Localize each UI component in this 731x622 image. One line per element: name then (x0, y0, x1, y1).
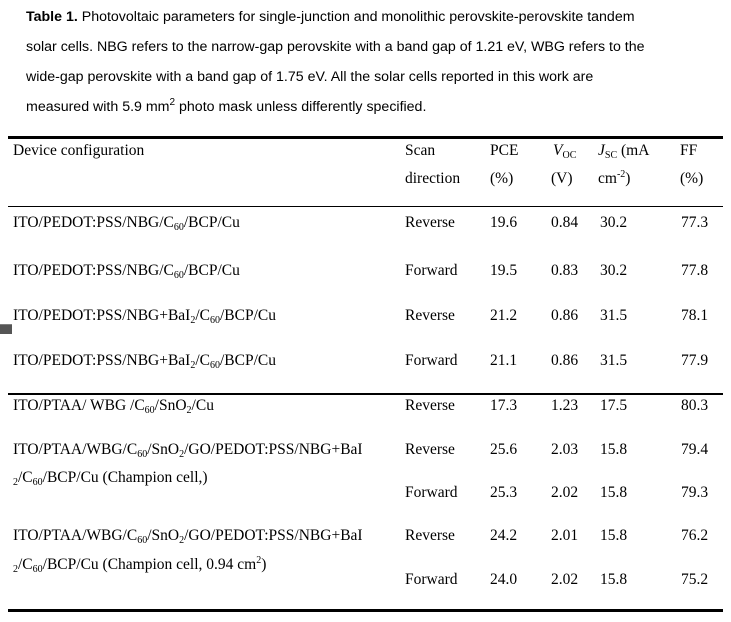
row-ff: 79.4 (681, 441, 709, 458)
row-pce: 24.2 (490, 527, 518, 544)
row-scan: Forward (405, 352, 458, 369)
row-voc: 0.83 (551, 262, 579, 279)
cell-text: /C (18, 556, 33, 573)
header-pce-unit: (%) (490, 170, 514, 187)
top-rule (8, 136, 723, 139)
cell-text: 60 (137, 449, 148, 460)
row-jsc: 15.8 (600, 571, 628, 588)
cell-text: 60 (210, 315, 220, 326)
cell-text: 60 (32, 477, 43, 488)
row-voc: 2.02 (551, 484, 579, 501)
header-voc-subscript: OC (562, 150, 577, 161)
section-rule (8, 393, 723, 395)
header-voc-unit: (V) (551, 170, 573, 187)
row-jsc: 31.5 (600, 352, 628, 369)
row-scan: Reverse (405, 214, 455, 231)
cell-text: /SnO (147, 527, 180, 544)
row-voc: 2.03 (551, 441, 579, 458)
row-device-line1 (13, 441, 363, 459)
cell-text: /Cu (191, 397, 214, 414)
row-jsc: 15.8 (600, 441, 628, 458)
cell-text: 2 (190, 315, 196, 326)
cell-text: 2 (256, 555, 262, 566)
row-ff: 77.8 (681, 262, 709, 279)
row-scan: Forward (405, 571, 458, 588)
cell-text: ITO/PEDOT:PSS/NBG/C (13, 262, 174, 279)
row-pce: 21.1 (490, 352, 518, 369)
header-voc-symbol: V (553, 142, 563, 159)
row-ff: 75.2 (681, 571, 709, 588)
row-pce: 25.3 (490, 484, 518, 501)
row-pce: 19.5 (490, 262, 518, 279)
row-jsc: 31.5 (600, 307, 628, 324)
row-device (13, 262, 240, 280)
cell-text: /BCP/Cu (Champion cell,) (42, 469, 208, 486)
caption-text: photo mask unless differently specified. (175, 99, 427, 115)
cell-text: 60 (144, 405, 155, 416)
row-pce: 17.3 (490, 397, 518, 414)
cell-text: /C (195, 307, 210, 324)
row-jsc: 30.2 (600, 214, 628, 231)
header-jsc-unit-text: cm (598, 170, 617, 187)
row-voc: 2.02 (551, 571, 579, 588)
row-voc: 0.86 (551, 352, 579, 369)
row-device-line2 (13, 556, 266, 574)
caption-text: measured with 5.9 mm (26, 99, 170, 115)
row-scan: Forward (405, 484, 458, 501)
cell-text: 60 (173, 270, 184, 281)
row-device (13, 214, 240, 232)
cell-text: ITO/PEDOT:PSS/NBG/C (13, 214, 174, 231)
caption-text: Photovoltaic parameters for single-junction and monolithic perovskite-perovskite tandem (81, 9, 635, 25)
cell-text: 60 (32, 564, 43, 575)
bottom-rule (8, 609, 723, 612)
cell-text: ITO/PTAA/WBG/C (13, 527, 138, 544)
cell-text: /SnO (154, 397, 187, 414)
header-device: Device configuration (13, 142, 145, 159)
cell-text: 2 (179, 449, 185, 460)
cell-text: /BCP/Cu (183, 262, 240, 279)
header-jsc-unit2 (598, 170, 630, 188)
row-jsc: 17.5 (600, 397, 628, 414)
row-device (13, 352, 276, 370)
cell-text: 60 (210, 360, 220, 371)
cell-text: 2 (13, 564, 18, 575)
header-pce: PCE (490, 142, 519, 159)
header-jsc-unit: (mA (617, 142, 650, 159)
cell-text: 2 (190, 360, 196, 371)
row-scan: Forward (405, 262, 458, 279)
cell-text: /C (18, 469, 33, 486)
cell-text: ITO/PTAA/WBG/C (13, 441, 138, 458)
cell-text: /SnO (147, 441, 180, 458)
row-voc: 1.23 (551, 397, 579, 414)
row-ff: 76.2 (681, 527, 709, 544)
header-jsc-subscript: SC (604, 150, 618, 161)
caption-line: wide-gap perovskite with a band gap of 1.75 eV. All the solar cells reported in this work are (26, 69, 594, 85)
cell-text: /BCP/Cu (Champion cell, 0.94 cm (42, 556, 257, 573)
row-voc: 0.84 (551, 214, 579, 231)
header-jsc-unit-sup: -2 (616, 169, 626, 180)
row-jsc: 15.8 (600, 527, 628, 544)
cell-text: ITO/PTAA/ WBG /C (13, 397, 145, 414)
row-pce: 24.0 (490, 571, 518, 588)
header-scan: Scan (405, 142, 436, 159)
caption-line: solar cells. NBG refers to the narrow-gap perovskite with a band gap of 1.21 eV, WBG refers to the (26, 39, 645, 55)
caption-superscript: 2 (169, 97, 176, 108)
cell-text: /BCP/Cu (183, 214, 240, 231)
row-device-line2 (13, 469, 208, 487)
row-device-line1 (13, 527, 363, 545)
row-pce: 25.6 (490, 441, 518, 458)
page-edge-marker (0, 320, 12, 334)
cell-text: 2 (186, 405, 192, 416)
row-device (13, 397, 214, 415)
cell-text: 2 (179, 535, 185, 546)
cell-text: ) (261, 556, 267, 573)
row-voc: 2.01 (551, 527, 579, 544)
row-device (13, 307, 276, 325)
caption-label: Table 1. (26, 9, 78, 25)
row-scan: Reverse (405, 441, 455, 458)
header-jsc-symbol: J (598, 142, 605, 159)
cell-text: /GO/PEDOT:PSS/NBG+BaI (184, 441, 363, 458)
row-ff: 79.3 (681, 484, 709, 501)
cell-text: /BCP/Cu (220, 307, 276, 324)
cell-text: 2 (13, 477, 18, 488)
row-ff: 78.1 (681, 307, 709, 324)
row-ff: 77.3 (681, 214, 709, 231)
row-jsc: 30.2 (600, 262, 628, 279)
cell-text: ITO/PEDOT:PSS/NBG+BaI (13, 352, 191, 369)
row-voc: 0.86 (551, 307, 579, 324)
header-voc (553, 142, 576, 160)
row-pce: 19.6 (490, 214, 518, 231)
header-jsc-unit-text: ) (625, 170, 631, 187)
header-scan-direction: direction (405, 170, 461, 187)
cell-text: /BCP/Cu (220, 352, 276, 369)
header-ff: FF (680, 142, 698, 159)
cell-text: ITO/PEDOT:PSS/NBG+BaI (13, 307, 191, 324)
row-ff: 80.3 (681, 397, 709, 414)
header-jsc (598, 142, 649, 160)
row-scan: Reverse (405, 527, 455, 544)
row-ff: 77.9 (681, 352, 709, 369)
header-ff-unit: (%) (680, 170, 704, 187)
header-rule (8, 206, 723, 207)
cell-text: /GO/PEDOT:PSS/NBG+BaI (184, 527, 363, 544)
row-jsc: 15.8 (600, 484, 628, 501)
row-pce: 21.2 (490, 307, 518, 324)
cell-text: 60 (137, 535, 148, 546)
cell-text: /C (195, 352, 210, 369)
cell-text: 60 (173, 222, 184, 233)
row-scan: Reverse (405, 307, 455, 324)
row-scan: Reverse (405, 397, 455, 414)
